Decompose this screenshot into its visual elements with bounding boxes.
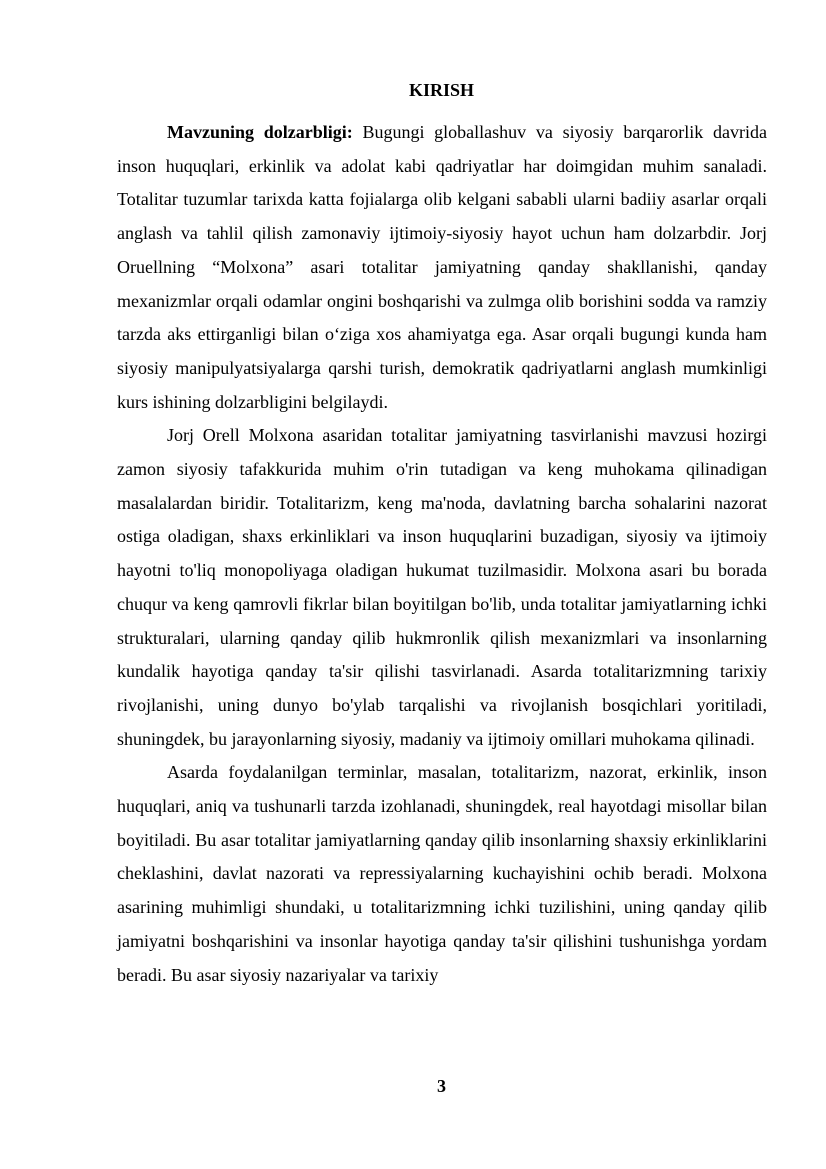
- paragraph-text: Bugungi globallashuv va siyosiy barqarorlik davrida inson huquqlari, erkinlik va adolat kabi qadriyatlar har doimgidan muhim sanaladi. Totalitar tuzumlar tarixda katta fojialarga olib kelgani sababli ularni badiiy asarlar orqali anglash va tahlil qilish zamonaviy ijtimoiy-siyosiy hayot uchun ham dolzarbdir. Jorj Oruellning “Molxona” asari totalitar jamiyatning qanday shakllanishi, qanday mexanizmlar orqali odamlar ongini boshqarishi va zulmga olib borishini sodda va ramziy tarzda aks ettirganligi bilan o‘ziga xos ahamiyatga ega. Asar orqali bugungi kunda ham siyosiy manipulyatsiyalarga qarshi turish, demokratik qadriyatlarni anglash mumkinligi kurs ishining dolzarbligini belgilaydi.: [117, 122, 767, 412]
- body-text: [117, 116, 767, 992]
- paragraph-relevance: [117, 116, 767, 419]
- paragraph-totalitarianism: Jorj Orell Molxona asaridan totalitar jamiyatning tasvirlanishi mavzusi hozirgi zamon siyosiy tafakkurida muhim o'rin tutadigan va keng muhokama qilinadigan masalalardan biridir. Totalitarizm, keng ma'noda, davlatning barcha sohalarini nazorat ostiga oladigan, shaxs erkinliklari va inson huquqlarini buzadigan, siyosiy va ijtimoiy hayotni to'liq monopoliyaga oladigan hukumat tuzilmasidir. Molxona asari bu borada chuqur va keng qamrovli fikrlar bilan boyitilgan bo'lib, unda totalitar jamiyatlarning ichki strukturalari, ularning qanday qilib hukmronlik qilish mexanizmlari va insonlarning kundalik hayotiga qanday ta'sir qilishi tasvirlanadi. Asarda totalitarizmning tarixiy rivojlanishi, uning dunyo bo'ylab tarqalishi va rivojlanish bosqichlari yoritiladi, shuningdek, bu jarayonlarning siyosiy, madaniy va ijtimoiy omillari muhokama qilinadi.: [117, 425, 767, 749]
- paragraph-terms: Asarda foydalanilgan terminlar, masalan, totalitarizm, nazorat, erkinlik, inson huquqlari, aniq va tushunarli tarzda izohlanadi, shuningdek, real hayotdagi misollar bilan boyitiladi. Bu asar totalitar jamiyatlarning qanday qilib insonlarning shaxsiy erkinliklarini cheklashini, davlat nazorati va repressiyalarning kuchayishini ochib beradi. Molxona asarining muhimligi shundaki, u totalitarizmning ichki tuzilishini, uning qanday qilib jamiyatni boshqarishini va insonlar hayotiga qanday ta'sir qilishini tushunishga yordam beradi. Bu asar siyosiy nazariyalar va tarixiy: [117, 762, 767, 985]
- page-number: 3: [437, 1076, 446, 1096]
- paragraph-lead: Mavzuning dolzarbligi:: [167, 122, 353, 142]
- section-title: KIRISH: [408, 80, 475, 100]
